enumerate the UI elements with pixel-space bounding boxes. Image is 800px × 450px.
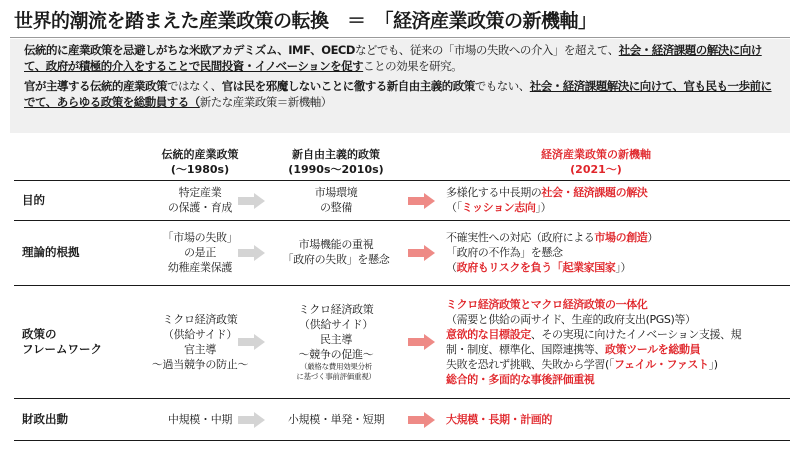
- text-segment: 不確実性への対応（政府による: [446, 231, 595, 244]
- text-segment: 失敗を恐れず挑戦、失敗から学習(「: [446, 358, 614, 371]
- text-segment: 官が主導する伝統的産業政策: [24, 79, 167, 93]
- column-header-traditional: [135, 147, 265, 179]
- text-segment: ではなく、: [167, 79, 222, 93]
- red-arrow-icon: [408, 193, 436, 209]
- cell-line: の是正: [183, 246, 217, 259]
- text-segment: フェイル・ファスト: [614, 358, 709, 371]
- gray-arrow-icon: [238, 412, 266, 428]
- text-segment: 意欲的な目標設定: [446, 328, 531, 341]
- cell-line: （供給サイド）: [162, 328, 238, 341]
- cell-line: [446, 412, 790, 427]
- text-segment: （: [446, 261, 457, 274]
- gray-arrow-icon: [238, 334, 266, 350]
- cell-line: [446, 327, 790, 342]
- text-segment: 「政府の不作為」を懸念: [446, 246, 563, 259]
- row-label-purpose: 目的: [22, 193, 45, 207]
- cell-line: [446, 312, 790, 327]
- row-divider: [14, 180, 790, 181]
- text-segment: 社会・経済課題解決に向けて、官も民も一歩前にでて、あらゆる政策を総動員する（: [24, 79, 772, 109]
- cell-line: ～過当競争の防止～: [151, 358, 249, 371]
- column-header-neoliberal: [276, 147, 396, 179]
- cell-line: [446, 357, 790, 372]
- cell-line: [446, 297, 790, 312]
- text-segment: などでも、従来の「市場の失敗への介入」を超えて、: [354, 43, 619, 57]
- cell-line: [446, 260, 790, 275]
- cell-line: 「政府の失敗」を懸念: [282, 253, 390, 266]
- text-segment: ）: [647, 231, 659, 244]
- cell-purpose-neoliberal: [276, 185, 396, 215]
- gray-arrow-icon: [238, 193, 266, 209]
- text-segment: 多様化する中長期の: [446, 186, 542, 199]
- cell-line: [446, 185, 790, 200]
- column-title: 新自由主義的政策: [292, 148, 380, 161]
- cell-line: の保護・育成: [167, 201, 233, 214]
- red-arrow-icon: [408, 412, 436, 428]
- cell-line: 市場環境: [314, 186, 358, 199]
- row-divider: [14, 285, 790, 286]
- row-label-fiscal: 財政出動: [22, 412, 68, 426]
- text-segment: 政府もリスクを負う「起業家国家: [456, 261, 616, 274]
- cell-fiscal-neoliberal: [276, 412, 396, 427]
- text-segment: 総合的・多面的な事後評価重視: [446, 373, 595, 386]
- summary-paragraph-1: [24, 42, 776, 74]
- red-arrow-icon: [408, 334, 436, 350]
- cell-line: 幼稚産業保護: [167, 261, 233, 274]
- cell-line: フレームワーク: [22, 342, 103, 356]
- text-segment: （需要と供給の両サイド、生産的政府支出(PGS)等）: [446, 313, 696, 326]
- column-period: (2021～): [570, 163, 622, 176]
- text-segment: 官は民を邪魔しないことに徹する新自由主義的政策: [221, 79, 475, 93]
- row-divider: [14, 440, 790, 441]
- text-segment: 伝統的に産業政策を忌避しがちな米欧アカデミズム、IMF、OECD: [24, 43, 355, 57]
- cell-line: 中規模・中期: [167, 413, 233, 426]
- text-segment: 社会・経済課題の解決に向けて、政府が積極的介入をすることで民間投資・イノベーションを促す: [24, 43, 762, 73]
- column-period: (～1980s): [170, 163, 230, 176]
- cell-line: [446, 245, 790, 260]
- column-title: 伝統的産業政策: [161, 148, 239, 161]
- column-period: (1990s～2010s): [288, 163, 384, 176]
- text-segment: 制・制度、標準化、国際連携等、: [446, 343, 605, 356]
- text-segment: 」): [708, 358, 718, 371]
- text-segment: 社会・経済課題の解決: [541, 186, 648, 199]
- text-segment: 新たな産業政策＝新機軸）: [199, 95, 332, 109]
- text-segment: 市場の創造: [594, 231, 648, 244]
- row-label-theory: 理論的根拠: [22, 245, 80, 259]
- gray-arrow-icon: [238, 245, 266, 261]
- framework-neoliberal-note: [276, 362, 396, 382]
- row-label-framework: [22, 327, 102, 357]
- cell-line: 小規模・単発・短期: [287, 413, 385, 426]
- column-title: 経済産業政策の新機軸: [541, 148, 651, 161]
- text-segment: ことの効果を研究。: [363, 59, 463, 73]
- framework-neoliberal-lines: [276, 302, 396, 362]
- cell-line: 政策の: [22, 327, 57, 341]
- text-segment: 政策ツールを総動員: [605, 343, 701, 356]
- cell-purpose-new-axis: [446, 185, 790, 215]
- row-divider: [14, 220, 790, 221]
- cell-framework-new-axis: [446, 297, 790, 387]
- cell-line: （供給サイド）: [298, 318, 374, 331]
- summary-paragraph-2: [24, 78, 776, 110]
- cell-framework-neoliberal: [276, 302, 396, 382]
- title-divider: [10, 37, 790, 38]
- cell-line: 特定産業: [178, 186, 222, 199]
- cell-line: [446, 230, 790, 245]
- summary-box: [10, 39, 790, 133]
- text-segment: でもない、: [474, 79, 530, 93]
- cell-theory-new-axis: [446, 230, 790, 275]
- text-segment: ミッション志向: [461, 201, 536, 214]
- text-segment: 」）: [535, 201, 552, 214]
- cell-line: [446, 200, 790, 215]
- cell-line: [446, 372, 790, 387]
- text-segment: 、その実現に向けたイノベーション支援、規: [530, 328, 742, 341]
- cell-line: に基づく事前評価重視）: [296, 372, 376, 381]
- cell-line: [446, 342, 790, 357]
- text-segment: 」）: [615, 261, 632, 274]
- cell-line: の整備: [319, 201, 353, 214]
- text-segment: （「: [446, 201, 462, 214]
- red-arrow-icon: [408, 245, 436, 261]
- text-segment: 大規模・長期・計画的: [446, 413, 552, 426]
- cell-line: ～競争の促進～: [298, 348, 374, 361]
- cell-line: 市場機能の重視: [298, 238, 374, 251]
- cell-line: ミクロ経済政策: [298, 303, 374, 316]
- cell-line: 官主導: [183, 343, 217, 356]
- column-header-new-axis: [496, 147, 696, 179]
- cell-theory-neoliberal: [276, 237, 396, 267]
- row-divider: [14, 398, 790, 399]
- cell-line: ミクロ経済政策: [162, 313, 238, 326]
- cell-line: （厳格な費用効果分析: [300, 362, 372, 371]
- text-segment: ミクロ経済政策とマクロ経済政策の一体化: [446, 298, 648, 311]
- cell-line: 民主導: [319, 333, 353, 346]
- cell-line: 「市場の失敗」: [162, 231, 238, 244]
- cell-fiscal-new-axis: [446, 412, 790, 427]
- page-title: 世界的潮流を踏まえた産業政策の転換 ＝ 「経済産業政策の新機軸」: [14, 10, 597, 32]
